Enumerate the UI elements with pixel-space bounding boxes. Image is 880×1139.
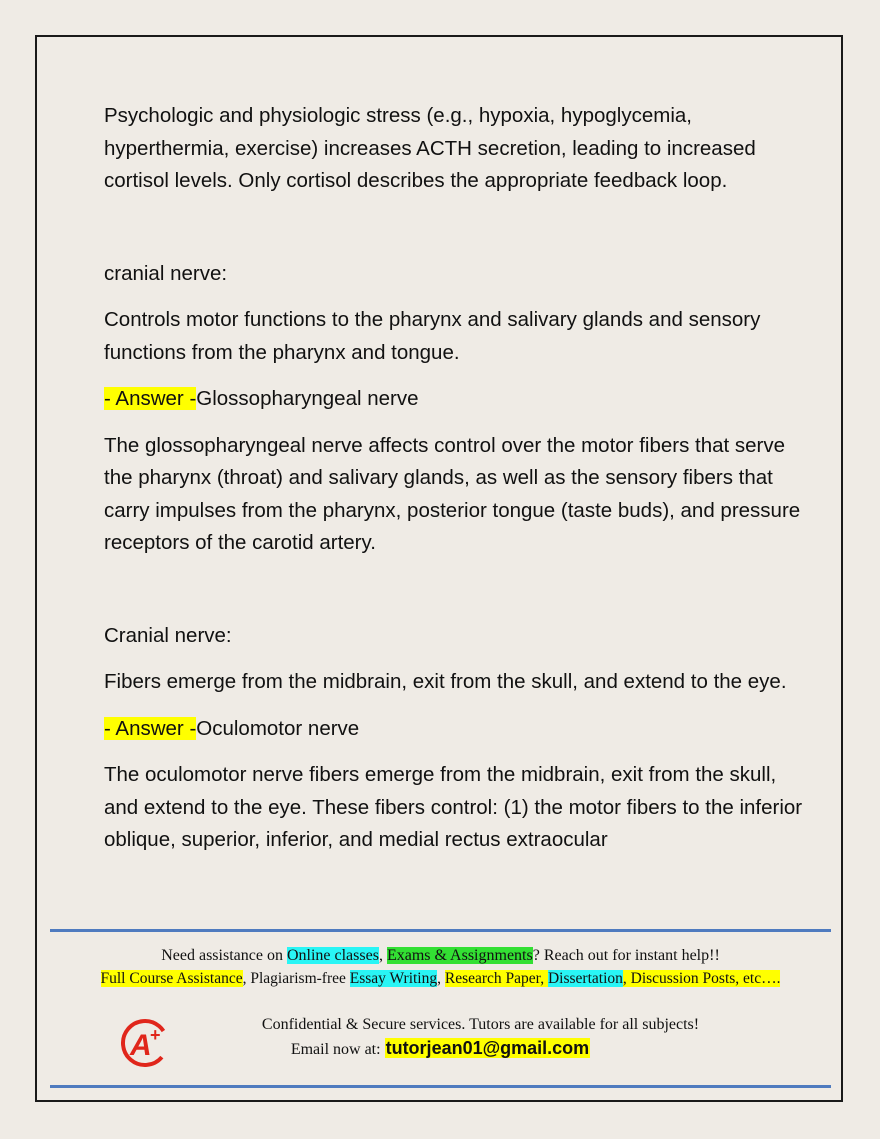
discussion-posts-link: Discussion Posts, etc…. bbox=[630, 970, 781, 987]
footer-email-line bbox=[50, 1037, 831, 1061]
svg-text:A: A bbox=[130, 1029, 152, 1062]
footer-top-rule bbox=[50, 929, 831, 932]
footer-text: ? Reach out for instant help!! bbox=[532, 947, 720, 964]
footer-text: , bbox=[378, 947, 387, 964]
online-classes-link: Online classes bbox=[286, 947, 379, 964]
research-paper-link: Research Paper, bbox=[444, 970, 548, 987]
question-2-answer bbox=[104, 713, 804, 746]
answer-label: - Answer - bbox=[104, 716, 197, 740]
email-link[interactable]: tutorjean01@gmail.com bbox=[385, 1038, 590, 1058]
full-course-link: Full Course Assistance bbox=[100, 970, 243, 987]
question-1-answer bbox=[104, 383, 804, 416]
paragraph-cortisol: Psychologic and physiologic stress (e.g., hypoxia, hypoglycemia, hyperthermia, exercise) increases ACTH secretion, leading to increased cortisol levels. Only cortisol describes the appropriate feedback loop. bbox=[104, 104, 756, 192]
dissertation-link: Dissertation bbox=[547, 970, 623, 987]
essay-writing-link: Essay Writing bbox=[349, 970, 438, 987]
question-1-explanation: The glossopharyngeal nerve affects control over the motor fibers that serve the pharynx (throat) and salivary glands, as well as the sensory fibers that carry impulses from the pharynx, posterior tongue (taste buds), and pressure receptors of the carotid artery. bbox=[104, 433, 801, 554]
document-body bbox=[104, 100, 804, 857]
footer-text: , Plagiarism-free bbox=[242, 970, 350, 987]
answer-text: Oculomotor nerve bbox=[196, 716, 360, 740]
exams-assignments-link: Exams & Assignments bbox=[386, 947, 533, 964]
footer-text: Need assistance on bbox=[161, 947, 287, 964]
question-2-text: Fibers emerge from the midbrain, exit from the skull, and extend to the eye. bbox=[104, 670, 787, 693]
svg-text:+: + bbox=[150, 1025, 161, 1045]
question-2-explanation: The oculomotor nerve fibers emerge from the midbrain, exit from the skull, and extend to the eye. These fibers control: (1) the motor fibers to the inferior oblique, superior, inferior, and medial rectus extraocular bbox=[104, 763, 803, 851]
footer-promo-line-2 bbox=[50, 967, 831, 990]
footer-text: , bbox=[437, 970, 445, 987]
email-label: Email now at: bbox=[290, 1041, 385, 1058]
question-1-text: Controls motor functions to the pharynx and salivary glands and sensory functions from the pharynx and tongue. bbox=[104, 308, 761, 364]
answer-text: Glossopharyngeal nerve bbox=[196, 387, 419, 410]
answer-label: - Answer - bbox=[104, 387, 197, 410]
footer-confidential-line: Confidential & Secure services. Tutors are available for all subjects! bbox=[261, 1016, 700, 1033]
footer-text: , bbox=[622, 970, 631, 987]
question-2-heading: Cranial nerve: bbox=[104, 623, 232, 647]
question-1-heading: cranial nerve: bbox=[104, 261, 228, 285]
footer-bottom-rule bbox=[50, 1085, 831, 1088]
footer-promo-line-1 bbox=[50, 944, 831, 967]
